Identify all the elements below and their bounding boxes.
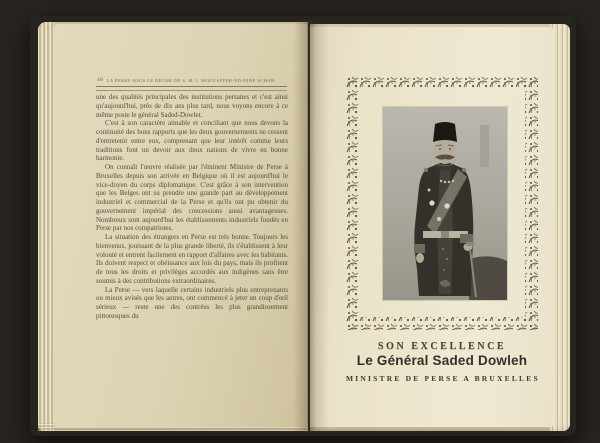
border-left [346,76,359,330]
medal-star [428,189,431,192]
left-page-body-text [96,93,288,321]
paragraph: une des qualités principales des institutions persanes et c'est ainsi qu'aujourd'hui, près de dix ans plus tard, nous voyons encore à ce même poste le général Saded-Dowlet. [96,93,288,119]
portrait-photograph [383,107,507,300]
running-head [96,77,287,84]
sword-hilt [466,242,474,246]
medal-star [444,203,449,208]
border-top [346,76,538,89]
border-right [525,76,538,330]
page-number: 48 [97,77,104,83]
paragraph: On connaît l'œuvre réalisée par l'éminent Ministre de Perse à Bruxelles depuis son arrivée en Belgique où il est aujourd'hui le vice-doyen du corps diplomatique. C'est grâce à son intervention que les Belges ont su prendre une grande part au développement industriel et commercial de la Perse et qu'ils ont pu obtenir du gouvernement impérial des concessions aussi avantageuses. Nombreux sont aujourd'hui les établissements industriels fondés en Perse par nos compatriotes. [96,163,288,233]
left-hand [416,253,424,263]
belt-buckle [441,231,449,238]
backdrop-column [480,125,489,167]
left-page-edges [38,22,54,431]
paragraph: La situation des étrangers en Perse est très bonne. Toujours les bienvenus, jouissant de la plus grande liberté, ils s'établissent à leur volonté et entrent facilement en rapport d'affaires avec les habitants. Ils doivent respect et obéissance aux lois du pays, mais ils profitent de tous les droits et privilèges accordés aux indigènes sans être soumis à des contributions extraordinaires. [96,233,288,285]
face [434,138,457,164]
right-page-edges [550,24,570,431]
right-cuff [460,234,473,243]
paragraph: C'est à son caractère aimable et conciliant que nous devons la continuité des bons rapports que les deux gouvernements ne cessent d'entretenir entre eux, comprenant que leur intérêt comme leurs traditions font un devoir aux deux nations de vivre en bonne harmonie. [96,119,288,163]
caption-excellency: SON EXCELLENCE [377,341,507,352]
medal-star [437,217,441,221]
left-cuff [414,244,425,253]
caption-title: MINISTRE DE PERSE A BRUXELLES [346,374,540,383]
running-head-title: LA PERSE SOUS LE RÈGNE DE S. M. I. MOUZAFFER-ED-DINE SCHAH. [106,78,277,83]
fez-hat [433,122,457,142]
book-gutter-shadow [293,20,329,432]
caption-name: Le Général Saded Dowleh [356,353,528,368]
medal-star [429,200,434,205]
border-bottom [346,317,538,330]
header-double-rule [96,86,287,91]
paragraph: La Perse — vers laquelle certains industriels plus entreprenants ou mieux avisés que les autres, ont commencé à jeter un coup d'œil sérieux — reste une des contrées les plus grandiosement pittoresques du [96,285,288,320]
